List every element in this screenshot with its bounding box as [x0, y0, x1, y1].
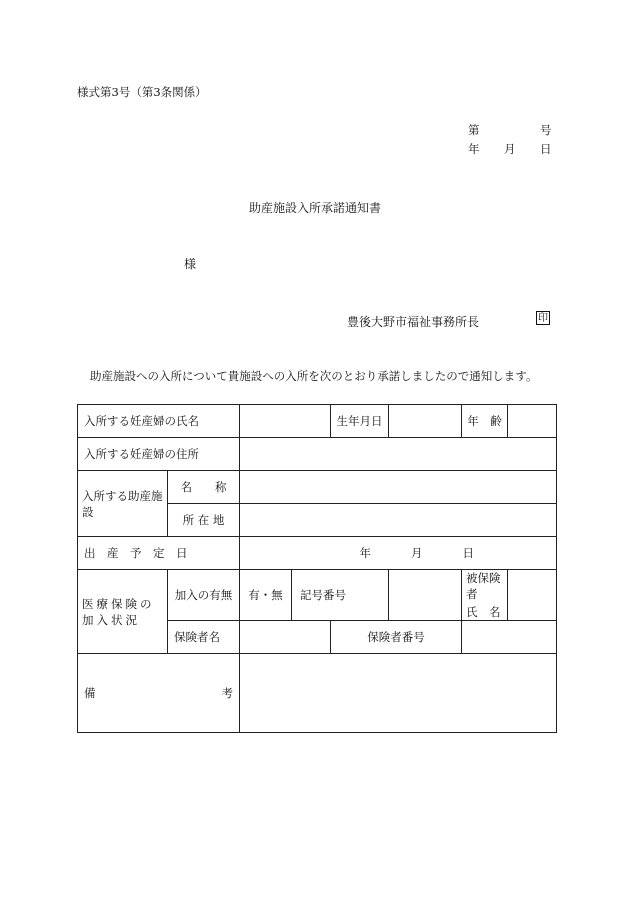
seal-mark: 印 [538, 313, 548, 324]
label-insurance-status: 医療保険の加入状況 [78, 570, 168, 654]
remarks-label-2: 考 [221, 686, 233, 700]
field-facility-name[interactable] [240, 471, 557, 504]
row-due-date [78, 537, 557, 570]
row-pregnant-address [78, 438, 557, 471]
label-enrollment: 加入の有無 [168, 570, 240, 621]
due-day-label: 日 [462, 546, 474, 560]
document-title: 助産施設入所承諾通知書 [248, 201, 381, 215]
field-yes-no[interactable]: 有・無 [240, 570, 292, 621]
number-label: 第 [468, 123, 480, 137]
issuer-name: 豊後大野市福祉事務所長 [347, 315, 480, 329]
field-remarks[interactable] [240, 654, 557, 733]
field-insurer-name[interactable] [240, 621, 331, 654]
label-facility-name: 名 称 [168, 471, 240, 504]
due-year-label: 年 [359, 546, 371, 560]
form-table [77, 404, 557, 733]
label-insurer-name: 保険者名 [168, 621, 240, 654]
label-symbol-number: 記号番号 [292, 570, 389, 621]
field-pregnant-address[interactable] [240, 438, 557, 471]
due-month-label: 月 [411, 546, 423, 560]
label-insured-name [462, 570, 508, 621]
row-pregnant-name [78, 405, 557, 438]
label-facility-location: 所 在 地 [168, 504, 240, 537]
row-insurance-enrollment [78, 570, 557, 621]
field-age[interactable] [508, 405, 557, 438]
form-number: 様式第3号（第3条関係） [77, 85, 207, 99]
label-pregnant-name: 入所する妊産婦の氏名 [78, 405, 240, 438]
day-label: 日 [540, 142, 552, 156]
field-facility-location[interactable] [240, 504, 557, 537]
label-remarks [78, 654, 240, 733]
field-insured-name[interactable] [508, 570, 557, 621]
field-pregnant-name[interactable] [240, 405, 331, 438]
field-insurer-number[interactable] [462, 621, 557, 654]
label-birthdate: 生年月日 [331, 405, 389, 438]
go-label: 号 [540, 123, 552, 137]
label-age: 年 齢 [462, 405, 508, 438]
label-facility: 入所する助産施設 [78, 471, 168, 537]
field-birthdate[interactable] [389, 405, 462, 438]
row-facility-name [78, 471, 557, 504]
field-due-date[interactable] [240, 537, 557, 570]
label-insurer-number: 保険者番号 [331, 621, 462, 654]
field-symbol-number[interactable] [389, 570, 462, 621]
intro-text: 助産施設への入所について貴施設への入所を次のとおり承諾しましたので通知します。 [90, 369, 538, 383]
month-label: 月 [504, 142, 516, 156]
row-remarks [78, 654, 557, 733]
remarks-label-1: 備 [84, 686, 96, 700]
recipient-suffix: 様 [184, 257, 197, 271]
year-label: 年 [468, 142, 480, 156]
insured-name-line2: 氏 名 [466, 605, 501, 619]
label-due-date: 出 産 予 定 日 [78, 537, 240, 570]
insured-name-line1: 被保険者 [466, 571, 501, 601]
label-pregnant-address: 入所する妊産婦の住所 [78, 438, 240, 471]
